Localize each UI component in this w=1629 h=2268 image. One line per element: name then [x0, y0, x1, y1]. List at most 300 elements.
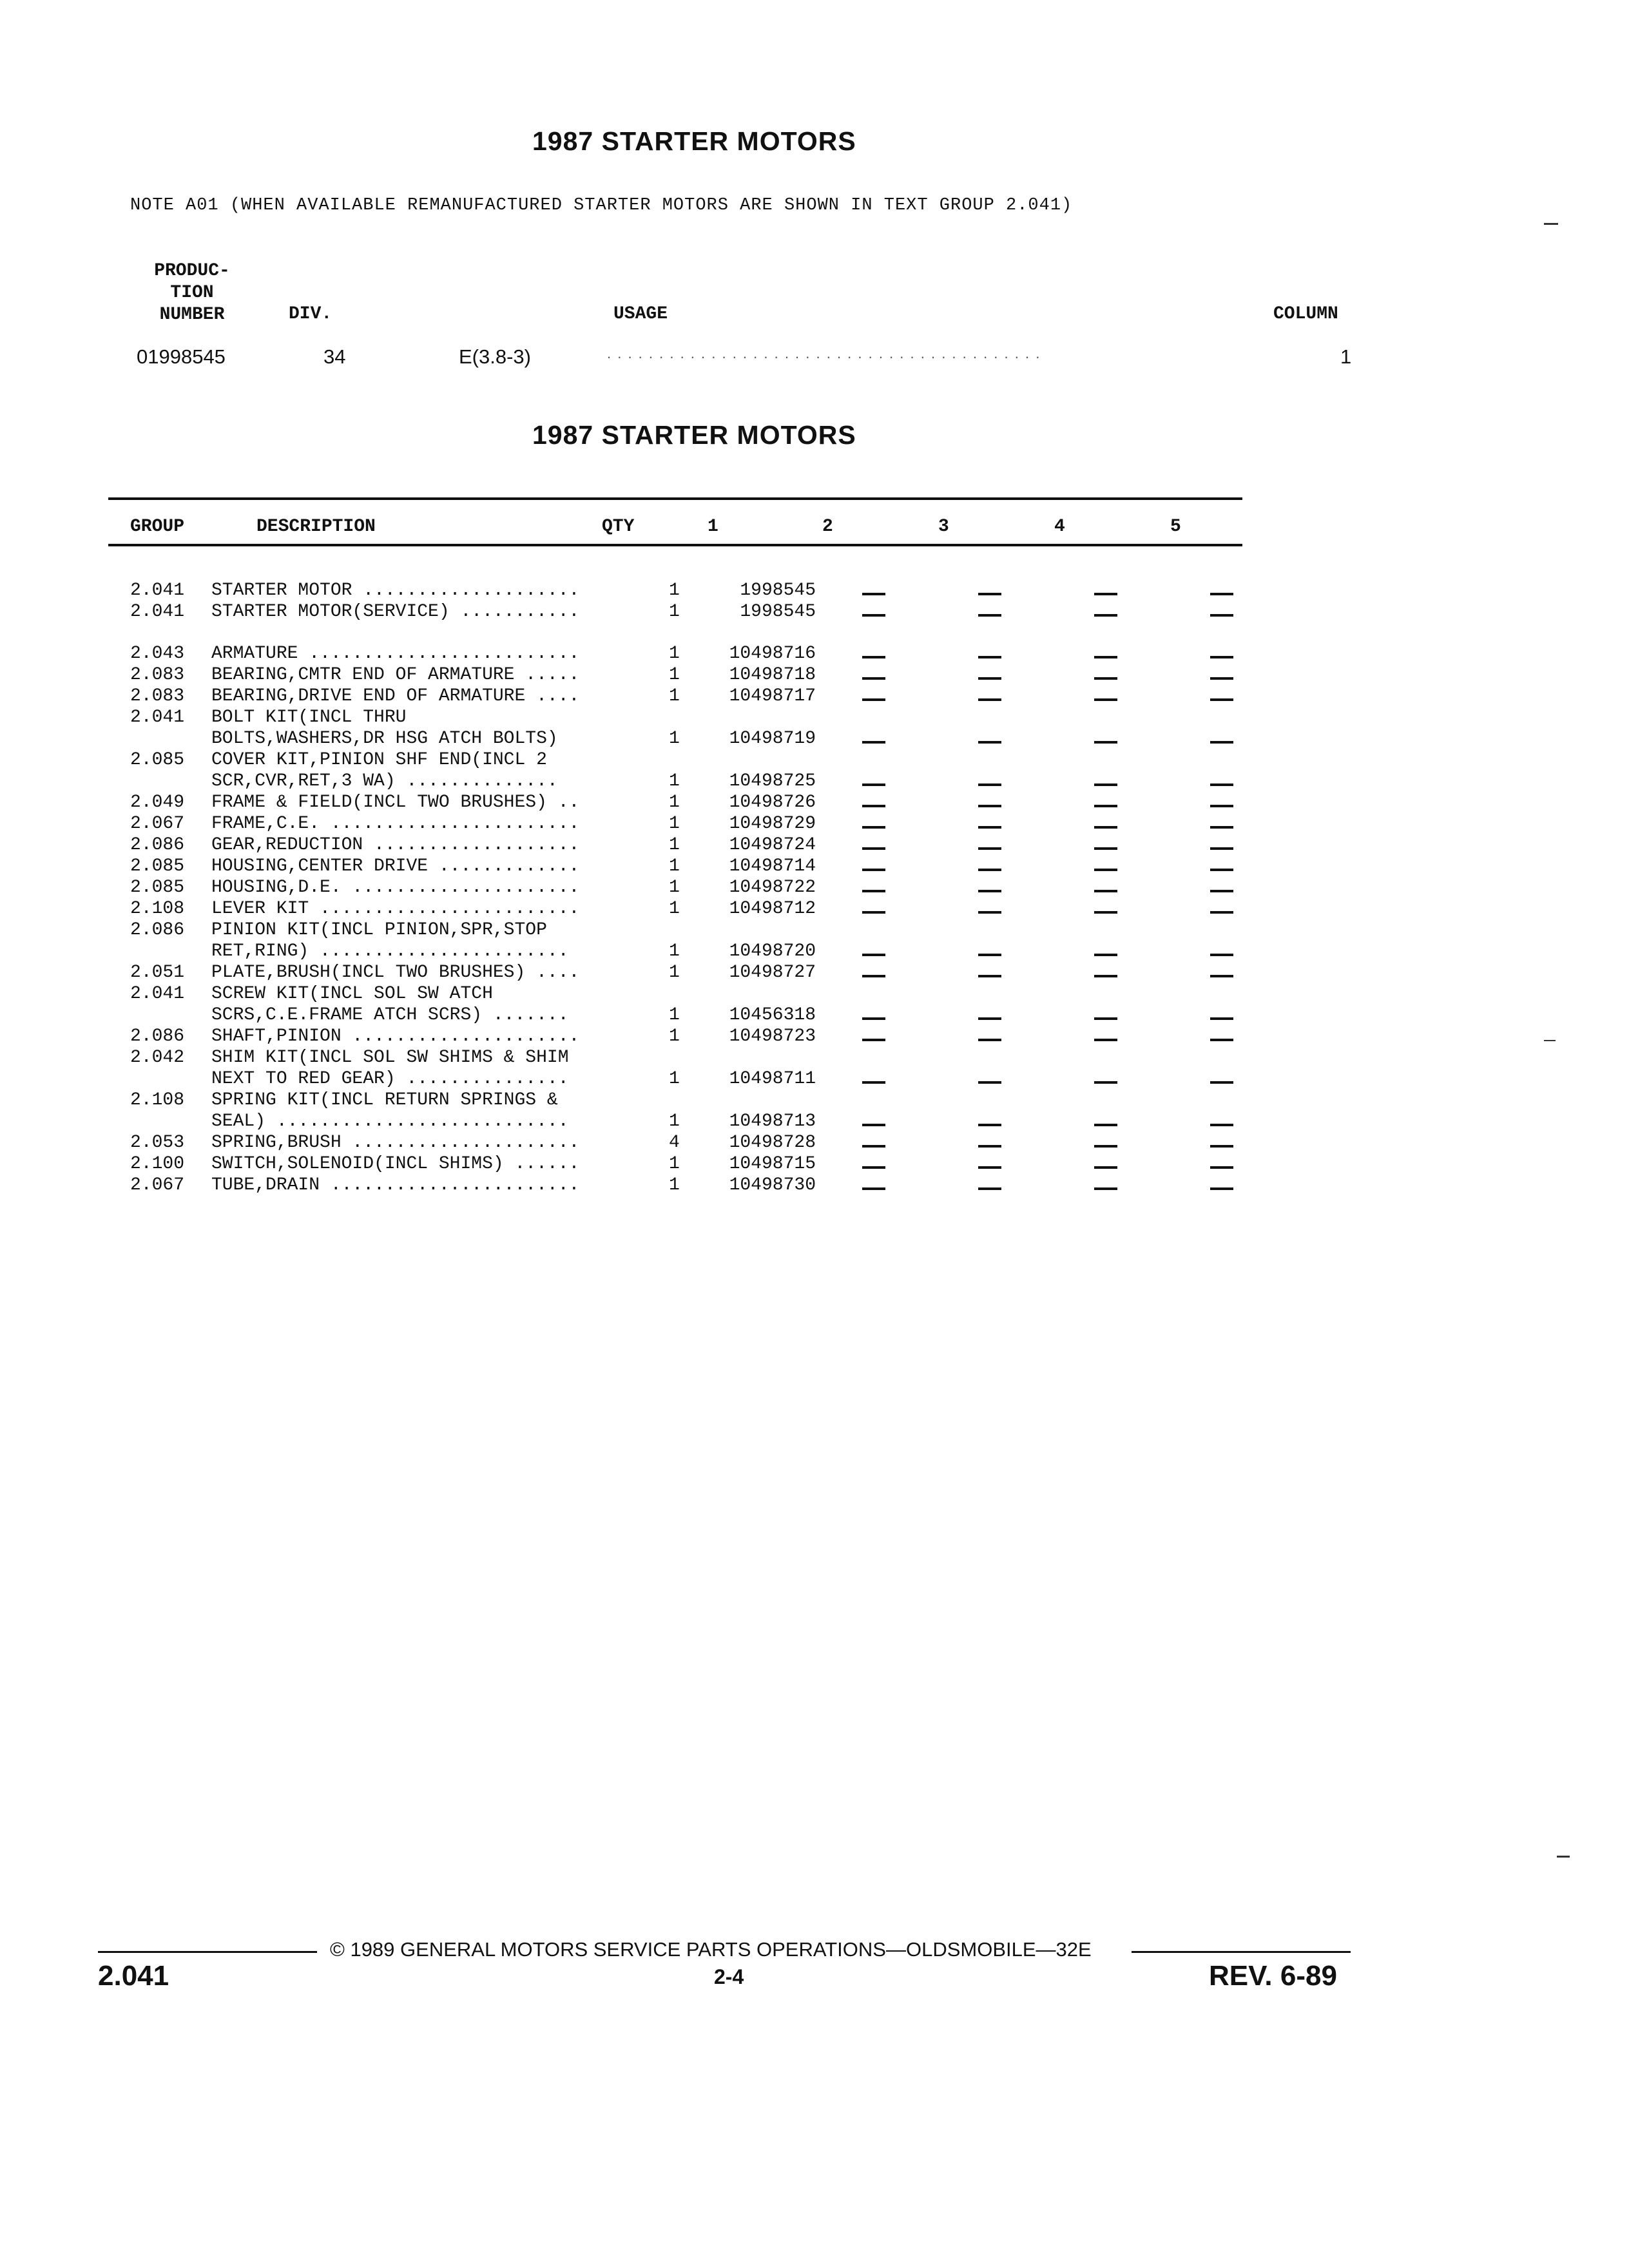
column-5-cell — [1164, 834, 1280, 856]
column-5-cell — [1164, 792, 1280, 813]
not-applicable-dash — [978, 890, 1001, 892]
column-3-cell — [932, 898, 1048, 919]
not-applicable-dash — [1094, 593, 1117, 595]
description-cell: BEARING,CMTR END OF ARMATURE ..... — [211, 665, 580, 685]
column-4-cell — [1048, 877, 1164, 898]
table-row — [130, 749, 1280, 771]
table-row — [130, 1068, 1280, 1090]
qty-cell: 1 — [669, 1175, 680, 1195]
description-cell: BEARING,DRIVE END OF ARMATURE .... — [211, 686, 580, 706]
column-3-cell — [932, 1068, 1048, 1090]
not-applicable-dash — [1094, 1017, 1117, 1020]
not-applicable-dash — [1094, 1145, 1117, 1148]
part-number-cell: 10498728 — [729, 1133, 816, 1153]
description-cell: SCRS,C.E.FRAME ATCH SCRS) ....... — [211, 1005, 569, 1025]
qty-cell: 1 — [669, 793, 680, 812]
column-4-cell — [1048, 686, 1164, 707]
qty-cell: 1 — [669, 1005, 680, 1025]
div-header: DIV. — [289, 304, 333, 324]
column-2-cell — [816, 643, 932, 664]
part-number-cell: 10498718 — [729, 665, 816, 685]
not-applicable-dash — [1094, 1166, 1117, 1169]
part-number-cell: 10498713 — [729, 1111, 816, 1131]
qty-cell: 1 — [669, 899, 680, 919]
description-cell: SCREW KIT(INCL SOL SW ATCH — [211, 984, 493, 1004]
column-4-header: 4 — [1054, 517, 1065, 537]
description-cell: SPRING KIT(INCL RETURN SPRINGS & — [211, 1090, 558, 1110]
description-cell: FRAME,C.E. ....................... — [211, 814, 580, 834]
group-cell: 2.086 — [130, 835, 185, 855]
not-applicable-dash — [978, 1124, 1001, 1126]
column-2-cell — [816, 919, 932, 941]
not-applicable-dash — [1094, 847, 1117, 850]
column-4-cell — [1048, 1090, 1164, 1111]
not-applicable-dash — [978, 1166, 1001, 1169]
table-row — [130, 1153, 1280, 1175]
not-applicable-dash — [1094, 1187, 1117, 1190]
column-5-cell — [1164, 601, 1280, 622]
qty-cell: 1 — [669, 771, 680, 791]
column-4-cell — [1048, 707, 1164, 728]
not-applicable-dash — [1210, 911, 1233, 914]
column-4-cell — [1048, 771, 1164, 792]
column-4-cell — [1048, 1026, 1164, 1047]
part-number-cell — [711, 1090, 816, 1111]
column-4-cell — [1048, 983, 1164, 1004]
description-cell: TUBE,DRAIN ....................... — [211, 1175, 580, 1195]
spacer-row — [130, 622, 1280, 643]
column-5-cell — [1164, 580, 1280, 601]
group-cell: 2.041 — [130, 581, 185, 601]
column-2-cell — [816, 1175, 932, 1196]
group-cell: 2.108 — [130, 899, 185, 919]
part-number-cell — [711, 1047, 816, 1068]
not-applicable-dash — [1094, 677, 1117, 680]
part-number-cell: 10498726 — [729, 793, 816, 812]
description-cell: PLATE,BRUSH(INCL TWO BRUSHES) .... — [211, 963, 580, 983]
qty-cell — [669, 707, 711, 728]
not-applicable-dash — [1210, 614, 1233, 617]
not-applicable-dash — [862, 805, 885, 807]
production-column: 1 — [1340, 345, 1352, 368]
table-row — [130, 1047, 1280, 1068]
column-3-cell — [932, 1153, 1048, 1175]
column-5-cell — [1164, 813, 1280, 834]
not-applicable-dash — [1210, 826, 1233, 829]
not-applicable-dash — [1210, 1166, 1233, 1169]
not-applicable-dash — [1094, 890, 1117, 892]
column-5-cell — [1164, 686, 1280, 707]
part-number-cell: 10498716 — [729, 644, 816, 664]
column-2-cell — [816, 1090, 932, 1111]
table-row — [130, 580, 1280, 601]
part-number-cell: 10498730 — [729, 1175, 816, 1195]
column-2-cell — [816, 898, 932, 919]
group-cell: 2.085 — [130, 856, 185, 876]
column-5-cell — [1164, 877, 1280, 898]
table-row — [130, 1132, 1280, 1153]
column-3-cell — [932, 1004, 1048, 1026]
qty-cell: 1 — [669, 814, 680, 834]
not-applicable-dash — [862, 1017, 885, 1020]
column-5-cell — [1164, 1111, 1280, 1132]
not-applicable-dash — [978, 954, 1001, 956]
production-usage: E(3.8-3) — [459, 345, 531, 368]
not-applicable-dash — [862, 911, 885, 914]
column-2-cell — [816, 707, 932, 728]
column-2-cell — [816, 1026, 932, 1047]
description-cell: SWITCH,SOLENOID(INCL SHIMS) ...... — [211, 1154, 580, 1174]
qty-cell: 4 — [669, 1133, 680, 1153]
not-applicable-dash — [862, 1166, 885, 1169]
not-applicable-dash — [978, 783, 1001, 786]
section-number: 2.041 — [98, 1960, 169, 1992]
column-3-cell — [932, 1090, 1048, 1111]
column-4-cell — [1048, 664, 1164, 686]
group-cell: 2.100 — [130, 1154, 185, 1174]
column-3-cell — [932, 643, 1048, 664]
footer-rule-left — [98, 1951, 317, 1953]
column-3-cell — [932, 983, 1048, 1004]
description-cell: HOUSING,CENTER DRIVE ............. — [211, 856, 580, 876]
part-number-cell — [711, 919, 816, 941]
qty-cell: 1 — [669, 665, 680, 685]
not-applicable-dash — [1094, 698, 1117, 701]
column-2-cell — [816, 792, 932, 813]
table-row — [130, 856, 1280, 877]
not-applicable-dash — [862, 698, 885, 701]
revision-label: REV. 6-89 — [1209, 1960, 1337, 1992]
not-applicable-dash — [978, 826, 1001, 829]
column-5-cell — [1164, 707, 1280, 728]
part-number-cell: 10498724 — [729, 835, 816, 855]
group-cell — [130, 1111, 211, 1132]
not-applicable-dash — [862, 1187, 885, 1190]
column-2-cell — [816, 771, 932, 792]
part-number-cell: 10498720 — [729, 941, 816, 961]
qty-cell: 1 — [669, 1026, 680, 1046]
group-cell: 2.053 — [130, 1133, 185, 1153]
spacer-cell — [130, 622, 1280, 643]
not-applicable-dash — [1210, 869, 1233, 871]
production-div: 34 — [323, 345, 346, 368]
column-3-cell — [932, 601, 1048, 622]
description-cell: SHAFT,PINION ..................... — [211, 1026, 580, 1046]
group-cell — [130, 941, 211, 962]
not-applicable-dash — [978, 698, 1001, 701]
column-5-header: 5 — [1170, 517, 1181, 537]
group-cell: 2.041 — [130, 984, 185, 1004]
column-4-cell — [1048, 792, 1164, 813]
column-2-cell — [816, 983, 932, 1004]
not-applicable-dash — [862, 1081, 885, 1084]
table-row — [130, 601, 1280, 622]
column-header: COLUMN — [1273, 304, 1338, 324]
not-applicable-dash — [862, 783, 885, 786]
column-5-cell — [1164, 749, 1280, 771]
group-cell: 2.042 — [130, 1048, 185, 1068]
column-2-cell — [816, 834, 932, 856]
column-2-cell — [816, 1111, 932, 1132]
scan-mark — [1544, 1040, 1556, 1041]
table-row — [130, 1026, 1280, 1047]
table-row — [130, 728, 1280, 749]
column-5-cell — [1164, 962, 1280, 983]
not-applicable-dash — [1094, 741, 1117, 744]
scan-mark — [1557, 1856, 1570, 1858]
description-cell: PINION KIT(INCL PINION,SPR,STOP — [211, 920, 547, 940]
description-cell: COVER KIT,PINION SHF END(INCL 2 — [211, 750, 547, 770]
not-applicable-dash — [978, 677, 1001, 680]
table-top-rule — [108, 497, 1242, 500]
column-5-cell — [1164, 1047, 1280, 1068]
part-number-cell: 1998545 — [740, 581, 816, 601]
group-cell: 2.085 — [130, 750, 185, 770]
scan-mark — [1544, 223, 1558, 225]
column-3-cell — [932, 580, 1048, 601]
not-applicable-dash — [1094, 1039, 1117, 1041]
column-4-cell — [1048, 813, 1164, 834]
description-cell: STARTER MOTOR .................... — [211, 581, 580, 601]
column-5-cell — [1164, 1175, 1280, 1196]
column-3-header: 3 — [938, 517, 949, 537]
not-applicable-dash — [1210, 1017, 1233, 1020]
group-cell: 2.083 — [130, 665, 185, 685]
column-2-cell — [816, 580, 932, 601]
table-row — [130, 1111, 1280, 1132]
column-3-cell — [932, 771, 1048, 792]
column-3-cell — [932, 792, 1048, 813]
description-cell: NEXT TO RED GEAR) ............... — [211, 1069, 569, 1089]
column-3-cell — [932, 813, 1048, 834]
part-number-cell: 10498712 — [729, 899, 816, 919]
not-applicable-dash — [1094, 869, 1117, 871]
description-cell: FRAME & FIELD(INCL TWO BRUSHES) .. — [211, 793, 580, 812]
column-2-cell — [816, 728, 932, 749]
column-5-cell — [1164, 728, 1280, 749]
qty-cell: 1 — [669, 941, 680, 961]
description-cell: SPRING,BRUSH ..................... — [211, 1133, 580, 1153]
not-applicable-dash — [862, 1145, 885, 1148]
qty-cell: 1 — [669, 729, 680, 749]
not-applicable-dash — [1210, 954, 1233, 956]
group-cell — [130, 728, 211, 749]
column-4-cell — [1048, 1132, 1164, 1153]
not-applicable-dash — [1094, 1081, 1117, 1084]
table-header-rule — [108, 544, 1242, 546]
part-number-cell — [711, 983, 816, 1004]
note-line: NOTE A01 (WHEN AVAILABLE REMANUFACTURED STARTER MOTORS ARE SHOWN IN TEXT GROUP 2.041) — [130, 196, 1073, 215]
production-leader-dots: . . . . . . . . . . . . . . . . . . . . . . . . . . . . . . . . . . . . . . . . . . — [607, 345, 1041, 361]
not-applicable-dash — [862, 593, 885, 595]
section-title: 1987 STARTER MOTORS — [532, 420, 856, 450]
column-2-cell — [816, 686, 932, 707]
part-number-cell — [711, 707, 816, 728]
column-3-cell — [932, 686, 1048, 707]
column-2-cell — [816, 601, 932, 622]
column-3-cell — [932, 941, 1048, 962]
column-2-cell — [816, 877, 932, 898]
group-cell: 2.086 — [130, 1026, 185, 1046]
table-row — [130, 919, 1280, 941]
column-2-cell — [816, 1004, 932, 1026]
column-4-cell — [1048, 1068, 1164, 1090]
column-5-cell — [1164, 898, 1280, 919]
group-cell: 2.083 — [130, 686, 185, 706]
table-row — [130, 941, 1280, 962]
not-applicable-dash — [1210, 890, 1233, 892]
qty-column-header: QTY — [602, 517, 635, 537]
qty-cell: 1 — [669, 856, 680, 876]
not-applicable-dash — [1210, 656, 1233, 658]
column-2-cell — [816, 962, 932, 983]
not-applicable-dash — [862, 826, 885, 829]
part-number-cell: 10498722 — [729, 878, 816, 898]
description-cell: BOLTS,WASHERS,DR HSG ATCH BOLTS) — [211, 729, 558, 749]
column-3-cell — [932, 749, 1048, 771]
column-2-cell — [816, 1047, 932, 1068]
column-3-cell — [932, 1026, 1048, 1047]
not-applicable-dash — [862, 1124, 885, 1126]
not-applicable-dash — [978, 975, 1001, 977]
column-1-header: 1 — [708, 517, 718, 537]
table-row — [130, 771, 1280, 792]
column-3-cell — [932, 1111, 1048, 1132]
footer-rule-right — [1132, 1951, 1351, 1953]
column-3-cell — [932, 962, 1048, 983]
production-number: 01998545 — [137, 345, 226, 368]
column-3-cell — [932, 1175, 1048, 1196]
group-cell — [130, 1004, 211, 1026]
table-row — [130, 813, 1280, 834]
column-2-cell — [816, 664, 932, 686]
not-applicable-dash — [1094, 911, 1117, 914]
table-row — [130, 983, 1280, 1004]
not-applicable-dash — [862, 677, 885, 680]
description-cell: LEVER KIT ........................ — [211, 899, 580, 919]
part-number-cell: 10498719 — [729, 729, 816, 749]
part-number-cell: 10498727 — [729, 963, 816, 983]
not-applicable-dash — [862, 614, 885, 617]
part-number-cell: 10498717 — [729, 686, 816, 706]
not-applicable-dash — [978, 593, 1001, 595]
column-4-cell — [1048, 580, 1164, 601]
not-applicable-dash — [1210, 1187, 1233, 1190]
column-4-cell — [1048, 749, 1164, 771]
not-applicable-dash — [978, 869, 1001, 871]
column-3-cell — [932, 1132, 1048, 1153]
description-cell: SCR,CVR,RET,3 WA) .............. — [211, 771, 558, 791]
part-number-cell: 10498715 — [729, 1154, 816, 1174]
not-applicable-dash — [1210, 805, 1233, 807]
qty-cell: 1 — [669, 835, 680, 855]
column-3-cell — [932, 1047, 1048, 1068]
table-row — [130, 1004, 1280, 1026]
column-3-cell — [932, 856, 1048, 877]
qty-cell: 1 — [669, 644, 680, 664]
not-applicable-dash — [1210, 1124, 1233, 1126]
table-row — [130, 1090, 1280, 1111]
not-applicable-dash — [978, 847, 1001, 850]
qty-cell: 1 — [669, 1154, 680, 1174]
group-cell — [130, 1068, 211, 1090]
column-4-cell — [1048, 834, 1164, 856]
parts-table — [130, 580, 1280, 1196]
column-2-cell — [816, 941, 932, 962]
column-3-cell — [932, 919, 1048, 941]
group-cell: 2.085 — [130, 878, 185, 898]
group-column-header: GROUP — [130, 517, 185, 537]
qty-cell — [669, 919, 711, 941]
not-applicable-dash — [1094, 783, 1117, 786]
table-row — [130, 877, 1280, 898]
qty-cell: 1 — [669, 602, 680, 622]
table-row — [130, 962, 1280, 983]
column-4-cell — [1048, 962, 1164, 983]
qty-cell: 1 — [669, 963, 680, 983]
column-5-cell — [1164, 1068, 1280, 1090]
part-number-cell: 10498711 — [729, 1069, 816, 1089]
description-cell: HOUSING,D.E. ..................... — [211, 878, 580, 898]
not-applicable-dash — [978, 1187, 1001, 1190]
not-applicable-dash — [1210, 677, 1233, 680]
not-applicable-dash — [1210, 593, 1233, 595]
column-3-cell — [932, 707, 1048, 728]
not-applicable-dash — [1094, 826, 1117, 829]
page-title: 1987 STARTER MOTORS — [532, 126, 856, 156]
column-4-cell — [1048, 898, 1164, 919]
column-4-cell — [1048, 601, 1164, 622]
not-applicable-dash — [1094, 1124, 1117, 1126]
description-cell: RET,RING) ....................... — [211, 941, 569, 961]
not-applicable-dash — [1210, 783, 1233, 786]
column-3-cell — [932, 664, 1048, 686]
group-cell: 2.041 — [130, 602, 185, 622]
column-5-cell — [1164, 1090, 1280, 1111]
column-5-cell — [1164, 643, 1280, 664]
not-applicable-dash — [1210, 741, 1233, 744]
not-applicable-dash — [862, 847, 885, 850]
not-applicable-dash — [978, 1039, 1001, 1041]
not-applicable-dash — [862, 741, 885, 744]
not-applicable-dash — [1210, 847, 1233, 850]
description-cell: SHIM KIT(INCL SOL SW SHIMS & SHIM — [211, 1048, 569, 1068]
group-cell: 2.067 — [130, 814, 185, 834]
table-row — [130, 1175, 1280, 1196]
table-row — [130, 834, 1280, 856]
column-5-cell — [1164, 856, 1280, 877]
column-5-cell — [1164, 1026, 1280, 1047]
not-applicable-dash — [1210, 1081, 1233, 1084]
usage-header: USAGE — [613, 304, 668, 324]
table-row — [130, 898, 1280, 919]
column-4-cell — [1048, 1004, 1164, 1026]
column-4-cell — [1048, 1111, 1164, 1132]
group-cell: 2.043 — [130, 644, 185, 664]
group-cell — [130, 771, 211, 792]
column-5-cell — [1164, 1153, 1280, 1175]
column-5-cell — [1164, 941, 1280, 962]
not-applicable-dash — [1094, 975, 1117, 977]
not-applicable-dash — [1094, 805, 1117, 807]
column-2-header: 2 — [822, 517, 833, 537]
not-applicable-dash — [862, 954, 885, 956]
not-applicable-dash — [978, 656, 1001, 658]
column-2-cell — [816, 813, 932, 834]
not-applicable-dash — [978, 614, 1001, 617]
group-cell: 2.086 — [130, 920, 185, 940]
description-cell: STARTER MOTOR(SERVICE) ........... — [211, 602, 580, 622]
